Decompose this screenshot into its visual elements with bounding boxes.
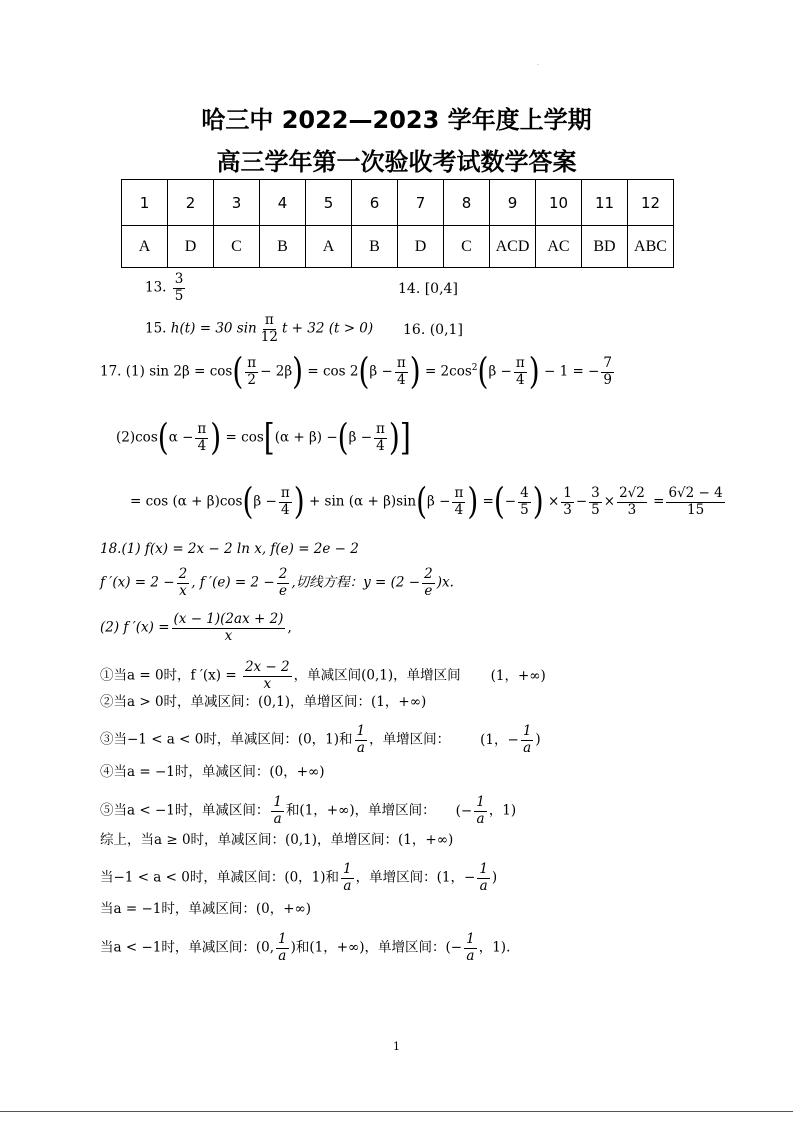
denominator: 4 <box>516 371 525 388</box>
q18-summary-4 <box>100 932 510 964</box>
numerator: 2x − 2 <box>244 659 290 675</box>
q18-part2-derivative <box>100 612 292 644</box>
expr: f ′(x) = 2 − <box>100 574 175 591</box>
numerator: 7 <box>603 355 612 371</box>
expr: )x. <box>436 574 454 591</box>
paren-close: ) <box>292 349 304 393</box>
expr: ⑤当a < −1时，单减区间： <box>100 802 270 819</box>
fraction <box>276 932 289 964</box>
question-number: 11 <box>582 180 628 226</box>
fraction <box>374 422 387 454</box>
expr: ，1) <box>488 802 517 819</box>
question-number: 12 <box>628 180 674 226</box>
paren-close: ) <box>409 349 421 393</box>
numerator: 1 <box>563 485 572 501</box>
paren-open: ( <box>493 479 505 523</box>
paren-close: ) <box>388 415 400 459</box>
numerator: π <box>280 485 290 501</box>
expr: , <box>287 619 292 636</box>
page-number: 1 <box>393 1040 400 1053</box>
fraction <box>395 356 408 388</box>
expr: α − <box>168 429 194 446</box>
answer-cell: C <box>214 226 260 268</box>
answer-cell: D <box>168 226 214 268</box>
q18-part1-line1: 18.(1) f(x) = 2x − 2 ln x, f(e) = 2e − 2 <box>100 541 359 557</box>
expr: (− <box>455 802 473 819</box>
fraction <box>589 486 602 518</box>
expr: + sin (α + β)sin <box>308 493 417 510</box>
expr: = <box>653 493 665 510</box>
fraction <box>243 660 292 692</box>
q18-summary-2 <box>100 862 497 894</box>
fraction <box>561 486 574 518</box>
q16-value: (0,1] <box>429 322 463 338</box>
answer-13 <box>145 272 187 304</box>
fraction <box>195 422 208 454</box>
denominator: 4 <box>396 371 406 388</box>
denominator: 4 <box>197 437 207 454</box>
numerator: 2 <box>178 566 188 582</box>
q18-case-2: ②当a > 0时，单减区间：(0,1)，单增区间：(1，+∞) <box>100 694 427 710</box>
answer-14 <box>398 282 458 296</box>
expr: = cos (α + β)cos <box>130 493 243 510</box>
answer-cell: A <box>122 226 168 268</box>
paren-open: ( <box>358 349 370 393</box>
expr: − <box>504 493 517 510</box>
answer-cell: B <box>260 226 306 268</box>
denominator: a <box>466 947 475 964</box>
expr: 当−1 < a < 0时，单减区间：(0，1)和 <box>100 869 340 886</box>
expr: = cos <box>225 429 264 446</box>
numerator: 1 <box>466 931 475 947</box>
fraction <box>177 567 190 599</box>
answer-cell: D <box>398 226 444 268</box>
fraction <box>172 612 286 644</box>
q18-part1-line2 <box>100 567 454 599</box>
denominator: a <box>343 877 352 894</box>
denominator: 4 <box>454 501 464 518</box>
question-number: 10 <box>536 180 582 226</box>
expr: = cos 2 <box>307 363 359 380</box>
numerator: π <box>197 421 207 437</box>
q16-label: 16. <box>403 322 426 338</box>
paren-close: ) <box>532 479 544 523</box>
question-number: 9 <box>490 180 536 226</box>
fraction <box>452 486 465 518</box>
expr: )和(1，+∞)，单增区间：(− <box>290 939 463 956</box>
denominator: a <box>523 739 532 756</box>
numerator: 6√2 − 4 <box>668 485 723 501</box>
question-number: 6 <box>352 180 398 226</box>
expr: ) <box>535 731 541 748</box>
numerator: 1 <box>273 794 282 810</box>
paren-open: ( <box>337 415 349 459</box>
denominator: a <box>476 810 485 827</box>
q18-case-5 <box>100 795 516 827</box>
q15-expression-a: h(t) = 30 sin <box>170 320 257 337</box>
numerator: π <box>376 421 385 437</box>
fraction <box>279 486 292 518</box>
paren-open: ( <box>416 479 428 523</box>
numerator: 4 <box>520 485 529 501</box>
numerator: 1 <box>479 861 488 877</box>
fraction <box>617 486 647 518</box>
expr: − <box>575 493 588 510</box>
q17-part1 <box>100 349 616 393</box>
numerator: π <box>396 355 406 371</box>
fraction <box>521 724 534 756</box>
expr: ,切线方程：y = (2 − <box>291 574 421 591</box>
q17-label: 17. (1) <box>100 363 145 380</box>
expr: ) <box>491 869 498 886</box>
q13-fraction <box>173 272 186 304</box>
q15-expression-b: t + 32 (t > 0) <box>281 320 374 337</box>
numerator: 2√2 <box>619 485 645 501</box>
numerator: 1 <box>278 931 287 947</box>
expr: ，单增区间：(1，− <box>355 869 476 886</box>
q17-part2-label: (2) <box>116 429 136 446</box>
question-number: 2 <box>168 180 214 226</box>
denominator: 4 <box>280 501 290 518</box>
expr: (1，+∞) <box>490 667 546 684</box>
denominator: x <box>263 675 272 692</box>
answer-cell: AC <box>536 226 582 268</box>
q14-value: [0,4] <box>424 281 458 297</box>
paren-open: ( <box>477 349 489 393</box>
expr: ，1). <box>478 939 511 956</box>
expr: ①当a = 0时，f ′(x) = <box>100 667 241 684</box>
denominator: a <box>278 947 287 964</box>
denominator: 12 <box>260 328 278 345</box>
expr: × <box>547 493 560 510</box>
expr: (α + β) − <box>274 429 338 446</box>
numerator: 3 <box>591 485 600 501</box>
paren-open: ( <box>232 349 244 393</box>
question-number: 3 <box>214 180 260 226</box>
expr: β − <box>348 429 373 446</box>
fraction <box>666 486 724 518</box>
numerator: π <box>247 355 257 371</box>
expr: ，单减区间(0,1)，单增区间 <box>293 667 461 684</box>
q13-label: 13. <box>145 279 167 296</box>
exponent: 2 <box>471 363 478 374</box>
fraction <box>355 724 368 756</box>
expr: β − <box>427 493 451 510</box>
expr: β − <box>369 363 393 380</box>
numerator: 1 <box>476 794 485 810</box>
paren-close: ] <box>399 415 411 459</box>
expr: × <box>603 493 616 510</box>
paren-close: ) <box>293 479 305 523</box>
q18-case-1 <box>100 660 546 692</box>
denominator: a <box>356 739 365 756</box>
q18-summary-3: 当a = −1时，单减区间：(0，+∞) <box>100 901 312 917</box>
denominator: 5 <box>591 501 600 518</box>
fraction <box>422 567 435 599</box>
paren-close: ) <box>467 479 479 523</box>
fraction <box>474 795 487 827</box>
expr: − 2β <box>260 363 293 380</box>
question-number: 4 <box>260 180 306 226</box>
expr: (2) f ′(x) = <box>100 619 170 636</box>
numerator: 1 <box>522 723 532 739</box>
denominator: 5 <box>520 501 529 518</box>
answer-15 <box>145 313 373 345</box>
answer-cell: A <box>306 226 352 268</box>
paren-close: ) <box>210 415 222 459</box>
expr: = <box>482 493 494 510</box>
q17-part2 <box>116 415 411 459</box>
title-line-2: 高三学年第一次验收考试数学答案 <box>216 148 577 176</box>
numerator: 1 <box>356 723 366 739</box>
fraction <box>601 356 614 388</box>
q18-summary: 综上，当a ≥ 0时，单减区间：(0,1)，单增区间：(1，+∞) <box>100 832 454 848</box>
denominator: 15 <box>686 501 705 518</box>
answer-cell: C <box>444 226 490 268</box>
answer-cell: ACD <box>490 226 536 268</box>
q17-part2-result <box>130 479 727 523</box>
expr: β − <box>253 493 277 510</box>
denominator: 2 <box>247 371 256 388</box>
denominator: a <box>479 877 488 894</box>
numerator: (x − 1)(2ax + 2) <box>173 611 284 627</box>
paren-open: [ <box>263 415 275 459</box>
expr: − 1 = − <box>543 363 600 380</box>
expr: β − <box>488 363 512 380</box>
denominator: e <box>424 582 433 599</box>
answer-table-answer-row <box>122 226 674 268</box>
answer-cell: ABC <box>628 226 674 268</box>
denominator: 3 <box>627 501 637 518</box>
fraction <box>245 356 258 388</box>
fraction <box>514 356 527 388</box>
numerator: π <box>515 355 525 371</box>
paren-close: ) <box>528 349 540 393</box>
q18-case-4: ④当a = −1时，单减区间：(0，+∞) <box>100 764 325 780</box>
fraction <box>277 567 290 599</box>
question-number: 7 <box>398 180 444 226</box>
numerator: 2 <box>278 566 288 582</box>
answer-cell: B <box>352 226 398 268</box>
expr: sin 2β = cos <box>149 363 233 380</box>
question-number: 1 <box>122 180 168 226</box>
denominator: 9 <box>603 371 612 388</box>
page-bottom-rule <box>0 1111 793 1112</box>
paren-open: ( <box>242 479 254 523</box>
title-line-1: 哈三中 2022—2023 学年度上学期 <box>201 106 592 134</box>
numerator: 2 <box>424 566 433 582</box>
fraction <box>464 932 477 964</box>
expr: (1，− <box>480 731 519 748</box>
denominator: e <box>279 582 288 599</box>
denominator: 4 <box>376 437 385 454</box>
answer-16 <box>403 323 463 337</box>
denominator: x <box>224 627 233 644</box>
numerator: π <box>264 312 274 328</box>
q15-label: 15. <box>145 320 167 337</box>
denominator: 3 <box>563 501 572 518</box>
answer-cell: BD <box>582 226 628 268</box>
expr: , f ′(e) = 2 − <box>191 574 275 591</box>
fraction <box>518 486 531 518</box>
q15-fraction <box>259 313 280 345</box>
denominator: a <box>273 810 282 827</box>
expr: ，单增区间： <box>369 731 451 748</box>
question-number: 8 <box>444 180 490 226</box>
fraction <box>477 862 490 894</box>
fraction <box>271 795 284 827</box>
q18-case-3 <box>100 724 541 756</box>
answer-table <box>121 179 674 268</box>
denominator: x <box>179 582 187 599</box>
expr: = 2cos <box>424 363 472 380</box>
numerator: 1 <box>343 861 352 877</box>
answer-table-header-row <box>122 180 674 226</box>
question-number: 5 <box>306 180 352 226</box>
expr: 当a < −1时，单减区间：(0, <box>100 939 274 956</box>
scan-speck: · <box>537 62 539 69</box>
expr: ③当−1 < a < 0时，单减区间：(0，1)和 <box>100 731 353 748</box>
q14-label: 14. <box>398 281 421 297</box>
numerator: π <box>454 485 464 501</box>
expr: cos <box>135 429 158 446</box>
expr: 和(1，+∞)，单增区间： <box>285 802 436 819</box>
denominator: 5 <box>174 287 184 304</box>
paren-open: ( <box>157 415 169 459</box>
fraction <box>341 862 354 894</box>
numerator: 3 <box>174 271 184 287</box>
